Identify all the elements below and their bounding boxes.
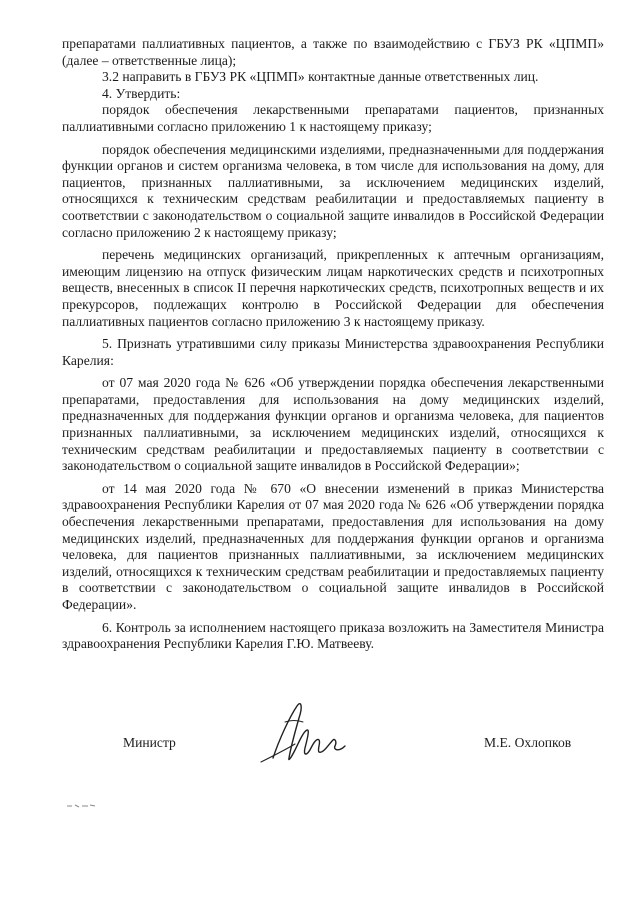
signer-title: Министр: [123, 735, 176, 750]
paragraph: 4. Утвердить:: [102, 85, 181, 101]
handwritten-signature: [255, 700, 355, 770]
scan-artifact: [66, 802, 96, 810]
paragraph: от 14 мая 2020 года № 670 «О внесении изменений в приказ Министерства здравоохранения Республики Карелия от 07 мая 2020 года № 626 «Об утверждении порядка обеспечения лекарственными препаратами, предоставления для использования на дому медицинских изделий, предназначенных для поддержания функции органов и организма человека, для пациентов признанных паллиативными, за исключением медицинских изделий, относящихся к техническим средствам реабилитации и предоставляемых пациенту в соответствии с законодательством о социальной защите инвалидов в Российской Федерации».: [62, 480, 604, 612]
paragraph: от 07 мая 2020 года № 626 «Об утверждении порядка обеспечения лекарственными препаратами, предоставления для использования на дому медицинских изделий, предназначенных для поддержания функции органов и организма человека, для пациентов признанных паллиативными, за исключением медицинских изделий, относящихся к техническим средствам реабилитации и предоставляемых пациенту в соответствии с законодательством о социальной защите инвалидов в Российской Федерации»;: [62, 375, 604, 474]
paragraph: препаратами паллиативных пациентов, а также по взаимодействию с ГБУЗ РК «ЦПМП» (далее – ответственные лица);: [62, 36, 604, 68]
signer-name: М.Е. Охлопков: [484, 735, 572, 750]
document-body: [62, 36, 604, 653]
paragraph: порядок обеспечения лекарственными препаратами пациентов, признанных паллиативными согласно приложению 1 к настоящему приказу;: [62, 102, 604, 134]
paragraph: 5. Признать утратившими силу приказы Министерства здравоохранения Республики Карелия:: [62, 336, 604, 368]
paragraph: порядок обеспечения медицинскими изделиями, предназначенными для поддержания функции органов и систем организма человека, в том числе для использования на дому, для пациентов, признанных паллиативными, за исключением медицинских изделий, относящихся к техническим средствам реабилитации и предоставляемых пациенту в соответствии с законодательством о социальной защите инвалидов в Российской Федерации согласно приложению 2 к настоящему приказу;: [62, 141, 604, 240]
paragraph: 6. Контроль за исполнением настоящего приказа возложить на Заместителя Министра здравоохранения Республики Карелия Г.Ю. Матвееву.: [62, 619, 604, 652]
paragraph: 3.2 направить в ГБУЗ РК «ЦПМП» контактные данные ответственных лиц.: [102, 69, 539, 85]
paragraph: перечень медицинских организаций, прикрепленных к аптечным организациям, имеющим лицензию на отпуск физическим лицам наркотических средств и психотропных веществ, внесенных в список II перечня наркотических средств, психотропных веществ и их прекурсоров, подлежащих контролю в Российской Федерации для обеспечения паллиативных пациентов согласно приложению 3 к настоящему приказу.: [62, 247, 604, 329]
